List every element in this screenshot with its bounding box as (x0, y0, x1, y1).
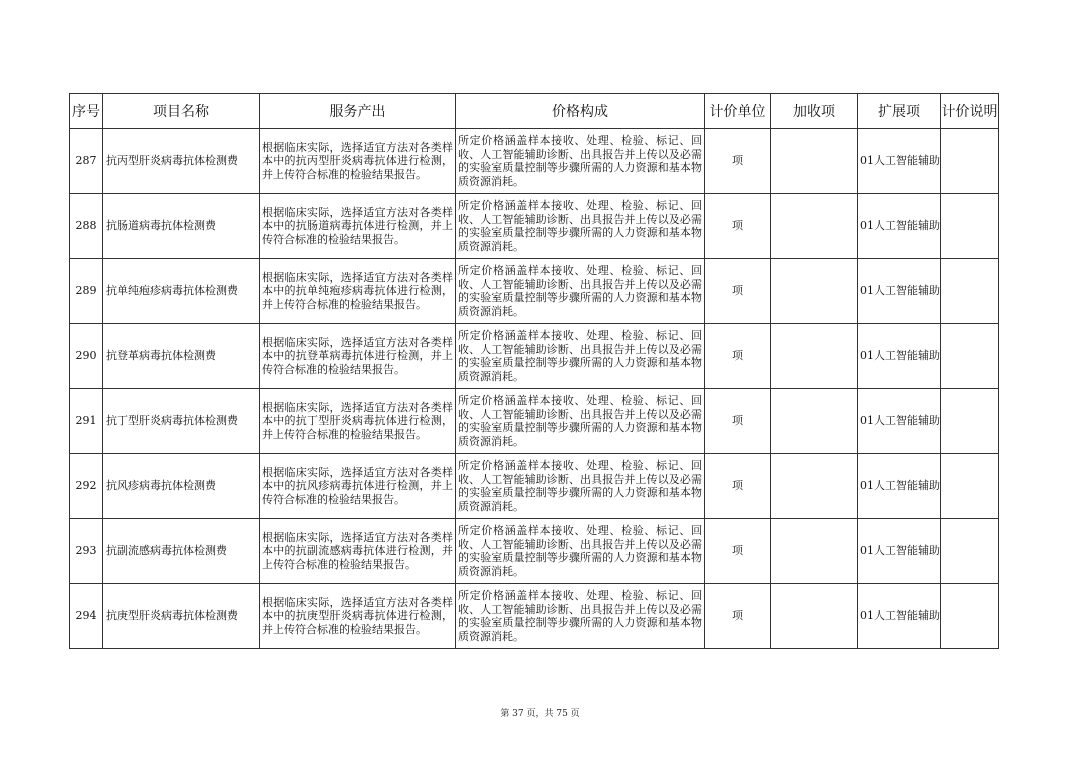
table-row (70, 454, 999, 519)
row-service: 根据临床实际，选择适宜方法对各类样本中的抗丙型肝炎病毒抗体进行检测，并上传符合标准的检验结果报告。 (260, 129, 456, 194)
row-no: 287 (70, 129, 103, 194)
row-no: 289 (70, 259, 103, 324)
row-note (941, 324, 999, 389)
row-name: 抗庚型肝炎病毒抗体检测费 (103, 584, 260, 649)
row-service: 根据临床实际，选择适宜方法对各类样本中的抗丁型肝炎病毒抗体进行检测，并上传符合标准的检验结果报告。 (260, 389, 456, 454)
row-note (941, 389, 999, 454)
row-no: 294 (70, 584, 103, 649)
row-service: 根据临床实际，选择适宜方法对各类样本中的抗单纯疱疹病毒抗体进行检测，并上传符合标准的检验结果报告。 (260, 259, 456, 324)
row-extra (771, 259, 858, 324)
row-unit: 项 (705, 454, 771, 519)
row-name: 抗丁型肝炎病毒抗体检测费 (103, 389, 260, 454)
row-price: 所定价格涵盖样本接收、处理、检验、标记、回收、人工智能辅助诊断、出具报告并上传以及必需的实验室质量控制等步骤所需的人力资源和基本物质资源消耗。 (456, 454, 705, 519)
row-extra (771, 324, 858, 389)
row-service: 根据临床实际，选择适宜方法对各类样本中的抗肠道病毒抗体进行检测，并上传符合标准的检验结果报告。 (260, 194, 456, 259)
row-price: 所定价格涵盖样本接收、处理、检验、标记、回收、人工智能辅助诊断、出具报告并上传以及必需的实验室质量控制等步骤所需的人力资源和基本物质资源消耗。 (456, 194, 705, 259)
header-extra: 加收项 (771, 94, 858, 129)
row-name: 抗单纯疱疹病毒抗体检测费 (103, 259, 260, 324)
row-name: 抗副流感病毒抗体检测费 (103, 519, 260, 584)
table-row (70, 519, 999, 584)
table-row (70, 194, 999, 259)
pricing-table (69, 93, 999, 649)
row-ext: 01人工智能辅助 (858, 584, 941, 649)
row-ext: 01人工智能辅助 (858, 454, 941, 519)
row-extra (771, 129, 858, 194)
row-ext: 01人工智能辅助 (858, 259, 941, 324)
table-row (70, 584, 999, 649)
table-row (70, 389, 999, 454)
header-unit: 计价单位 (705, 94, 771, 129)
row-service: 根据临床实际，选择适宜方法对各类样本中的抗登革病毒抗体进行检测，并上传符合标准的检验结果报告。 (260, 324, 456, 389)
header-ext: 扩展项 (858, 94, 941, 129)
row-no: 293 (70, 519, 103, 584)
row-ext: 01人工智能辅助 (858, 129, 941, 194)
page-number: 第 37 页，共 75 页 (500, 709, 580, 719)
row-service: 根据临床实际，选择适宜方法对各类样本中的抗风疹病毒抗体进行检测，并上传符合标准的检验结果报告。 (260, 454, 456, 519)
row-no: 292 (70, 454, 103, 519)
header-no: 序号 (70, 94, 103, 129)
row-price: 所定价格涵盖样本接收、处理、检验、标记、回收、人工智能辅助诊断、出具报告并上传以及必需的实验室质量控制等步骤所需的人力资源和基本物质资源消耗。 (456, 324, 705, 389)
row-note (941, 519, 999, 584)
row-note (941, 259, 999, 324)
header-service: 服务产出 (260, 94, 456, 129)
table-row (70, 324, 999, 389)
row-unit: 项 (705, 389, 771, 454)
row-unit: 项 (705, 584, 771, 649)
header-price: 价格构成 (456, 94, 705, 129)
row-no: 291 (70, 389, 103, 454)
row-no: 288 (70, 194, 103, 259)
row-price: 所定价格涵盖样本接收、处理、检验、标记、回收、人工智能辅助诊断、出具报告并上传以及必需的实验室质量控制等步骤所需的人力资源和基本物质资源消耗。 (456, 584, 705, 649)
row-name: 抗风疹病毒抗体检测费 (103, 454, 260, 519)
row-unit: 项 (705, 129, 771, 194)
row-unit: 项 (705, 519, 771, 584)
row-price: 所定价格涵盖样本接收、处理、检验、标记、回收、人工智能辅助诊断、出具报告并上传以及必需的实验室质量控制等步骤所需的人力资源和基本物质资源消耗。 (456, 519, 705, 584)
table-row (70, 129, 999, 194)
row-note (941, 454, 999, 519)
row-name: 抗丙型肝炎病毒抗体检测费 (103, 129, 260, 194)
row-extra (771, 389, 858, 454)
row-note (941, 129, 999, 194)
row-extra (771, 584, 858, 649)
header-note: 计价说明 (941, 94, 999, 129)
row-ext: 01人工智能辅助 (858, 324, 941, 389)
row-price: 所定价格涵盖样本接收、处理、检验、标记、回收、人工智能辅助诊断、出具报告并上传以及必需的实验室质量控制等步骤所需的人力资源和基本物质资源消耗。 (456, 129, 705, 194)
row-name: 抗登革病毒抗体检测费 (103, 324, 260, 389)
row-service: 根据临床实际，选择适宜方法对各类样本中的抗庚型肝炎病毒抗体进行检测，并上传符合标准的检验结果报告。 (260, 584, 456, 649)
row-unit: 项 (705, 324, 771, 389)
header-name: 项目名称 (103, 94, 260, 129)
row-unit: 项 (705, 194, 771, 259)
table-header-row (70, 94, 999, 129)
row-ext: 01人工智能辅助 (858, 194, 941, 259)
row-unit: 项 (705, 259, 771, 324)
row-no: 290 (70, 324, 103, 389)
row-note (941, 584, 999, 649)
table-row (70, 259, 999, 324)
row-price: 所定价格涵盖样本接收、处理、检验、标记、回收、人工智能辅助诊断、出具报告并上传以及必需的实验室质量控制等步骤所需的人力资源和基本物质资源消耗。 (456, 389, 705, 454)
row-price: 所定价格涵盖样本接收、处理、检验、标记、回收、人工智能辅助诊断、出具报告并上传以及必需的实验室质量控制等步骤所需的人力资源和基本物质资源消耗。 (456, 259, 705, 324)
row-extra (771, 454, 858, 519)
row-extra (771, 194, 858, 259)
row-note (941, 194, 999, 259)
row-extra (771, 519, 858, 584)
row-ext: 01人工智能辅助 (858, 519, 941, 584)
row-ext: 01人工智能辅助 (858, 389, 941, 454)
row-name: 抗肠道病毒抗体检测费 (103, 194, 260, 259)
row-service: 根据临床实际，选择适宜方法对各类样本中的抗副流感病毒抗体进行检测，并上传符合标准的检验结果报告。 (260, 519, 456, 584)
